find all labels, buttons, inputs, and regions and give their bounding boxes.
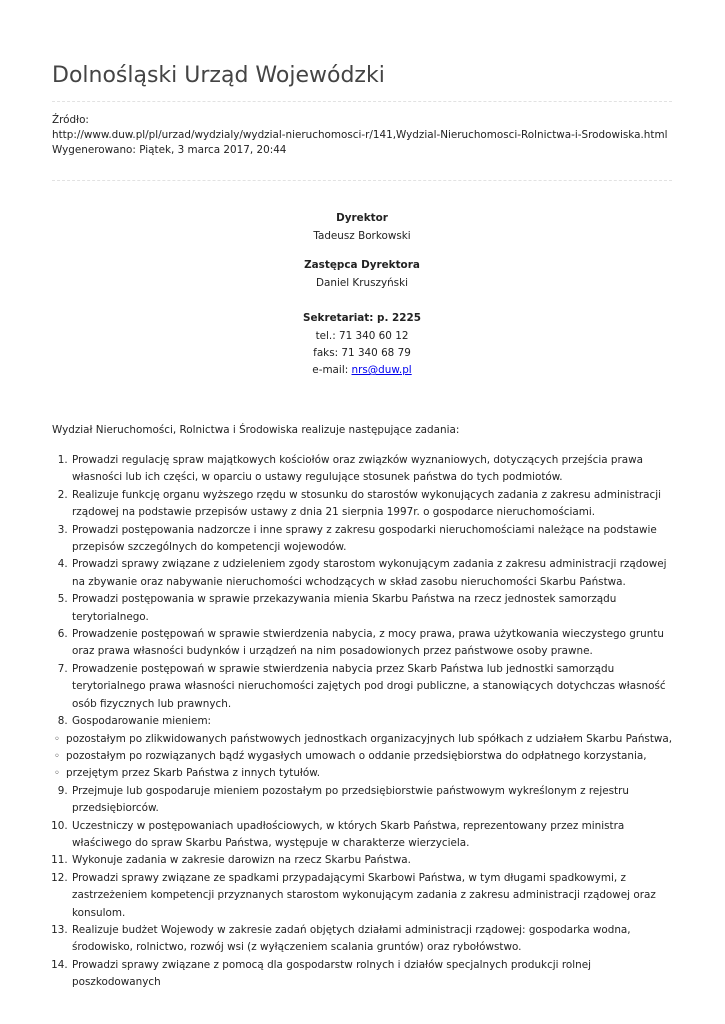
sub-list-item: ◦ przejętym przez Skarb Państwa z innych tytułów. <box>52 765 674 782</box>
list-item <box>66 713 674 783</box>
source-block <box>52 113 692 158</box>
sub-list <box>52 731 674 783</box>
list-item: 7. Prowadzenie postępowań w sprawie stwierdzenia nabycia przez Skarb Państwa lub jednostki samorządu terytorialnego prawa własności nieruchomości zajętych pod drogi publiczne, a stanowiących dotychczas własność osób fizycznych lub prawnych. <box>71 661 674 713</box>
sub-list-item: ◦ pozostałym po zlikwidowanych państwowych jednostkach organizacyjnych lub spółkach z udziałem Skarbu Państwa, <box>52 731 674 748</box>
deputy-name: Daniel Kruszyński <box>315 277 408 289</box>
source-divider <box>52 180 672 181</box>
list-item: 1. Prowadzi regulację spraw majątkowych kościołów oraz związków wyznaniowych, dotyczących przejścia prawa własności lub ich części, w oparciu o ustawy regulujące stosunek państwa do tych podmiotów. <box>71 452 674 487</box>
email-link[interactable]: nrs@duw.pl <box>351 364 412 376</box>
sub-list-item: ◦ pozostałym po rozwiązanych bądź wygasłych umowach o oddanie przedsiębiorstwa do odpłatnego korzystania, <box>52 748 674 765</box>
phone: tel.: 71 340 60 12 <box>315 330 409 342</box>
list-item: 4. Prowadzi sprawy związane z udzieleniem zgody starostom wykonującym zadania z zakresu administracji rządowej na zbywanie oraz nabywanie nieruchomości wchodzących w skład zasobu nieruchomości Skarbu Państwa. <box>71 556 674 591</box>
list-item: 13. Realizuje budżet Wojewody w zakresie zadań objętych działami administracji rządowej: gospodarka wodna, środowisko, rolnictwo, rozwój wsi (z wyłączeniem scalania gruntów) oraz rybołówstwo. <box>71 922 674 957</box>
source-label: Źródło: <box>52 114 89 126</box>
deputy-title: Zastępca Dyrektora <box>304 259 420 271</box>
list-item: 10. Uczestniczy w postępowaniach upadłościowych, w których Skarb Państwa, reprezentowany przez ministra właściwego do spraw Skarbu Państwa, występuje w charakterze wierzyciela. <box>71 818 674 853</box>
intro-text: Wydział Nieruchomości, Rolnictwa i Środowiska realizuje następujące zadania: <box>52 424 460 436</box>
director-name: Tadeusz Borkowski <box>313 230 411 242</box>
page-title: Dolnośląski Urząd Wojewódzki <box>52 63 385 88</box>
list-item: 14. Prowadzi sprawy związane z pomocą dla gospodarstw rolnych i działów specjalnych produkcji rolnej poszkodowanych <box>71 957 674 992</box>
list-item: 12. Prowadzi sprawy związane ze spadkami przypadającymi Skarbowi Państwa, w tym długami spadkowymi, z zastrzeżeniem kompetencji przyznanych starostom wykonującym zadania z zakresu administracji rządowej oraz konsulom. <box>71 870 674 922</box>
list-item-text: Gospodarowanie mieniem: <box>72 715 212 728</box>
email-label: e-mail: <box>312 364 352 376</box>
list-item: 9. Przejmuje lub gospodaruje mieniem pozostałym po przedsiębiorstwie państwowym wykreślonym z rejestru przedsiębiorców. <box>71 783 674 818</box>
email-line <box>52 364 672 376</box>
secretariat: Sekretariat: p. 2225 <box>303 312 421 324</box>
fax: faks: 71 340 68 79 <box>313 347 411 359</box>
list-item: 3. Prowadzi postępowania nadzorcze i inne sprawy z zakresu gospodarki nieruchomościami należące na podstawie przepisów szczególnych do kompetencji wojewodów. <box>71 522 674 557</box>
list-item: 2. Realizuje funkcję organu wyższego rzędu w stosunku do starostów wykonujących zadania z zakresu administracji rządowej na podstawie przepisów ustawy z dnia 21 sierpnia 1997r. o gospodarce nieruchomościami. <box>71 487 674 522</box>
task-list <box>52 452 674 992</box>
list-item: 11. Wykonuje zadania w zakresie darowizn na rzecz Skarbu Państwa. <box>71 852 674 869</box>
source-url: http://www.duw.pl/pl/urzad/wydzialy/wydzial-nieruchomosci-r/141,Wydzial-Nieruchomosci-Rolnictwa-i-Srodowiska.html <box>52 129 668 141</box>
generated-date: Wygenerowano: Piątek, 3 marca 2017, 20:44 <box>52 144 287 156</box>
list-item: 5. Prowadzi postępowania w sprawie przekazywania mienia Skarbu Państwa na rzecz jednostek samorządu terytorialnego. <box>71 591 674 626</box>
header-divider <box>52 101 672 102</box>
list-item: 6. Prowadzenie postępowań w sprawie stwierdzenia nabycia, z mocy prawa, prawa użytkowania wieczystego gruntu oraz prawa własności budynków i urządzeń na nim posadowionych przez państwowe osoby prawne. <box>71 626 674 661</box>
director-title: Dyrektor <box>336 212 388 224</box>
